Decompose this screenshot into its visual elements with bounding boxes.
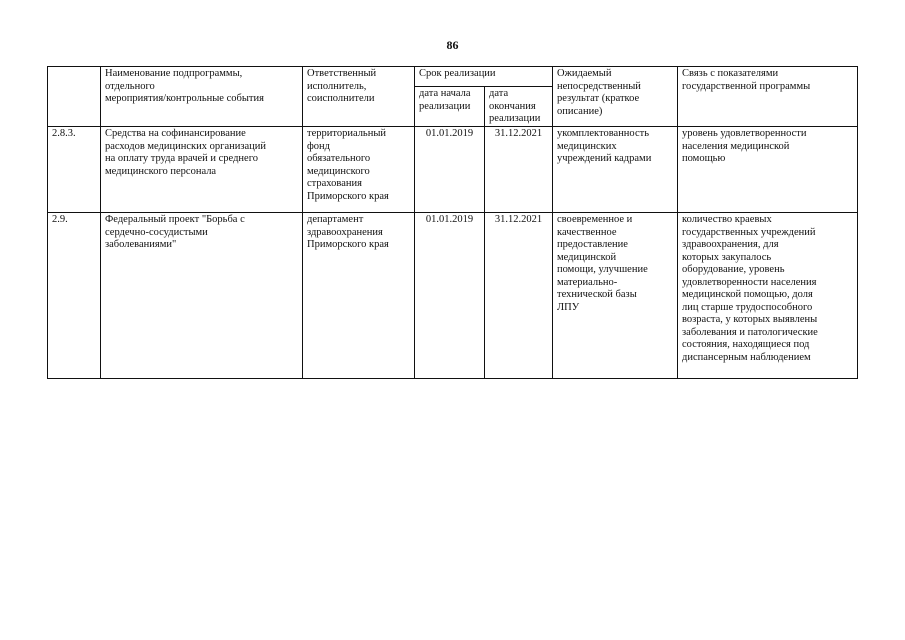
- header-name: Наименование подпрограммы, отдельного мероприятия/контрольные события: [101, 67, 303, 127]
- cell-start-date: 01.01.2019: [415, 127, 485, 213]
- cell-responsible: территориальный фонд обязательного медицинского страхования Приморского края: [303, 127, 415, 213]
- cell-number: 2.9.: [48, 213, 101, 379]
- header-period: Срок реализации: [415, 67, 553, 87]
- page-number: 86: [446, 38, 459, 52]
- cell-end-date: 31.12.2021: [485, 213, 553, 379]
- cell-start-date: 01.01.2019: [415, 213, 485, 379]
- cell-result: укомплектованность медицинских учреждений кадрами: [553, 127, 678, 213]
- cell-end-date: 31.12.2021: [485, 127, 553, 213]
- cell-link: количество краевых государственных учреждений здравоохранения, для которых закупалось оборудование, уровень удовлетворенности населения медицинской помощью, доля лиц старше трудоспособного возраста, у которых выявлены заболевания и патологические состояния, находящиеся под диспансерным наблюдением: [678, 213, 858, 379]
- table-row: [48, 127, 858, 213]
- cell-number: 2.8.3.: [48, 127, 101, 213]
- cell-result: своевременное и качественное предоставление медицинской помощи, улучшение материально- технической базы ЛПУ: [553, 213, 678, 379]
- table-header-row: [48, 67, 858, 87]
- header-result: Ожидаемый непосредственный результат (краткое описание): [553, 67, 678, 127]
- header-link: Связь с показателями государственной программы: [678, 67, 858, 127]
- header-responsible: Ответственный исполнитель, соисполнители: [303, 67, 415, 127]
- table-row: [48, 213, 858, 379]
- header-end-date: дата окончания реализации: [485, 87, 553, 127]
- cell-responsible: департамент здравоохранения Приморского края: [303, 213, 415, 379]
- header-start-date: дата начала реализации: [415, 87, 485, 127]
- cell-name: Федеральный проект "Борьба с сердечно-сосудистыми заболеваниями": [101, 213, 303, 379]
- header-number: [48, 67, 101, 127]
- cell-name: Средства на софинансирование расходов медицинских организаций на оплату труда врачей и среднего медицинского персонала: [101, 127, 303, 213]
- cell-link: уровень удовлетворенности населения медицинской помощью: [678, 127, 858, 213]
- program-events-table: [47, 66, 858, 379]
